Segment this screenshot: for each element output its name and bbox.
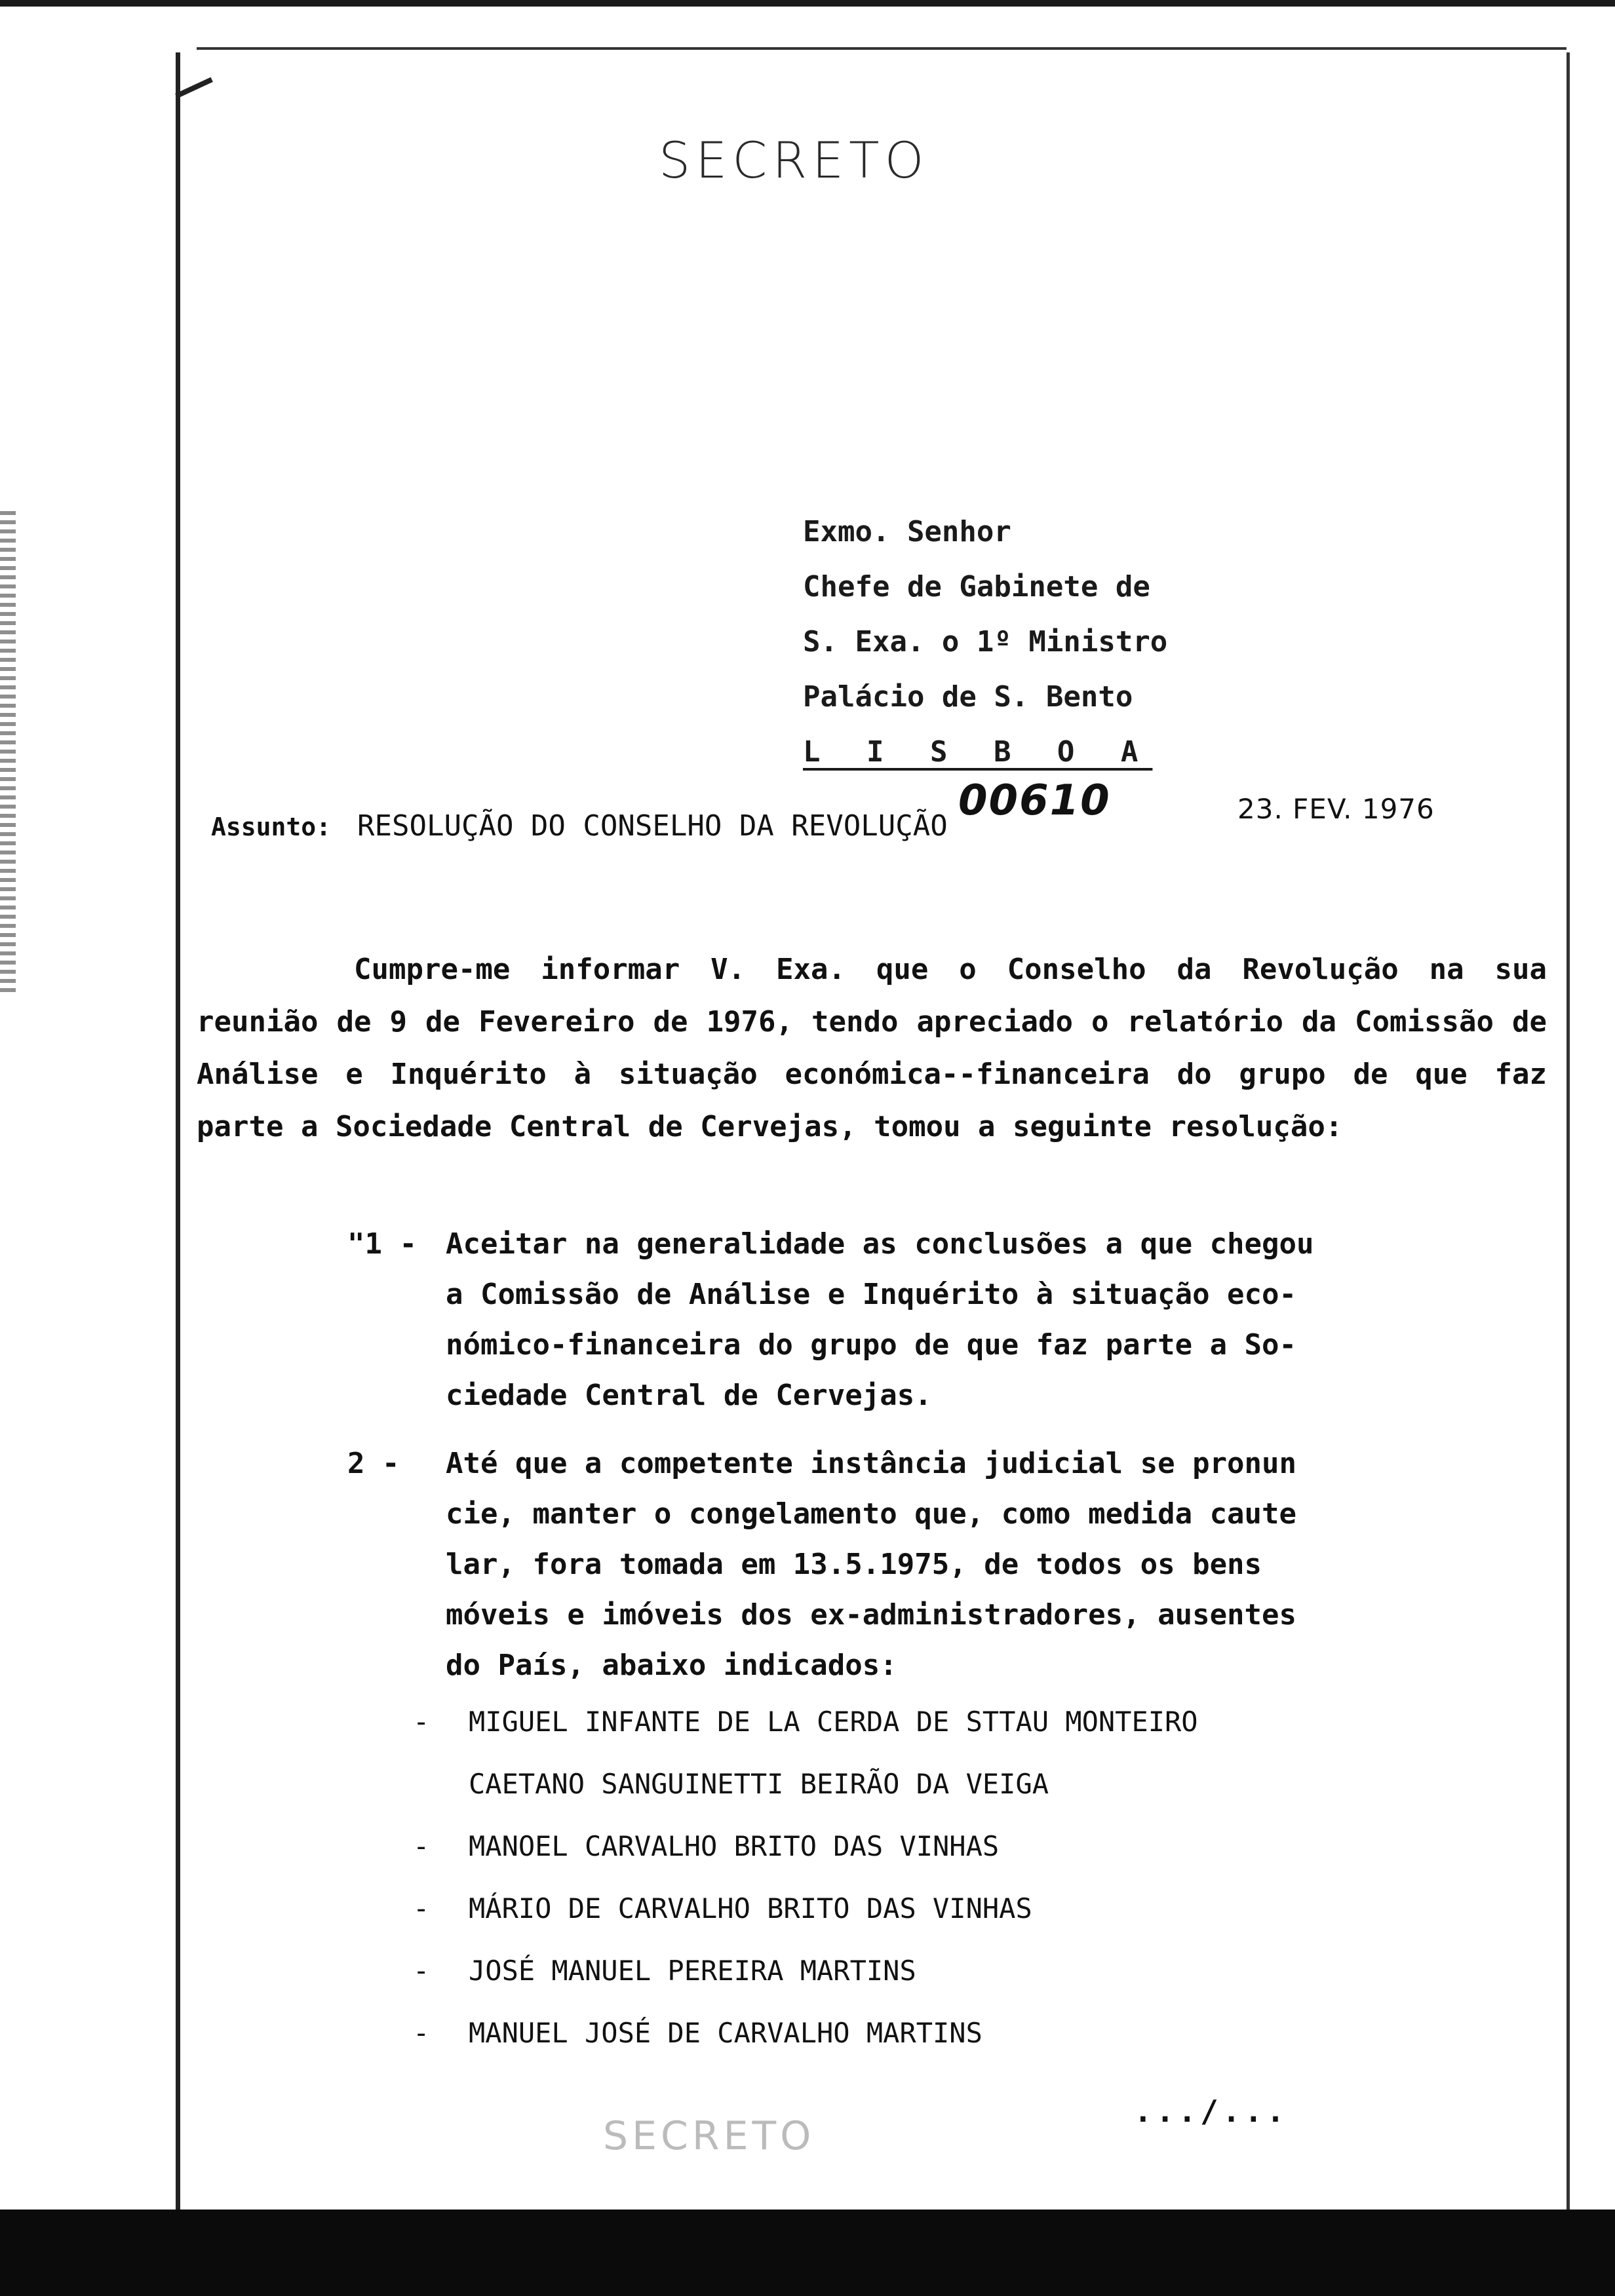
- person-name: MANOEL CARVALHO BRITO DAS VINHAS: [469, 1830, 1000, 1862]
- subject-text: RESOLUÇÃO DO CONSELHO DA REVOLUÇÃO: [357, 809, 948, 843]
- item-line: a Comissão de Análise e Inquérito à situação eco-: [446, 1278, 1297, 1311]
- subject-label: Assunto:: [211, 813, 332, 841]
- margin-mark: [175, 77, 213, 99]
- resolution-item-1: [347, 1219, 1314, 1421]
- address-line: S. Exa. o 1º Ministro: [803, 625, 1168, 659]
- item-line: nómico-financeira do grupo de que faz parte a So-: [446, 1328, 1297, 1362]
- item-number: 2 -: [347, 1447, 400, 1480]
- item-line: Aceitar na generalidade as conclusões a que chegou: [446, 1227, 1314, 1261]
- resolution-item-2: [347, 1438, 1296, 1691]
- address-line: Exmo. Senhor: [803, 515, 1011, 548]
- item-line: cie, manter o congelamento que, como medida caute: [446, 1497, 1297, 1531]
- list-item: - MÁRIO DE CARVALHO BRITO DAS VINHAS: [413, 1892, 1032, 1924]
- body-paragraph: [197, 944, 1547, 1153]
- list-item: - MANOEL CARVALHO BRITO DAS VINHAS: [413, 1830, 1000, 1862]
- item-line: lar, fora tomada em 13.5.1975, de todos os bens: [446, 1548, 1262, 1581]
- person-name: MANUEL JOSÉ DE CARVALHO MARTINS: [469, 2017, 983, 2049]
- continuation-mark: .../...: [1134, 2094, 1289, 2129]
- item-line: ciedade Central de Cervejas.: [446, 1379, 932, 1412]
- scan-edge-bottom: [0, 2210, 1615, 2296]
- scan-edge-top: [0, 0, 1615, 7]
- classification-footer: SECRETO: [603, 2113, 815, 2159]
- person-name: MIGUEL INFANTE DE LA CERDA DE STTAU MONTEIRO: [469, 1706, 1198, 1738]
- list-item: - MANUEL JOSÉ DE CARVALHO MARTINS: [413, 2017, 983, 2049]
- scan-artifact: [0, 511, 16, 996]
- person-name: CAETANO SANGUINETTI BEIRÃO DA VEIGA: [469, 1768, 1049, 1800]
- person-name: MÁRIO DE CARVALHO BRITO DAS VINHAS: [469, 1892, 1032, 1924]
- item-line: móveis e imóveis dos ex-administradores, ausentes: [446, 1598, 1297, 1632]
- page-border-top: [197, 47, 1566, 50]
- page-margin-line: [176, 52, 180, 2228]
- person-name: JOSÉ MANUEL PEREIRA MARTINS: [469, 1955, 916, 1987]
- item-line: do País, abaixo indicados:: [446, 1649, 897, 1682]
- body-text: Cumpre-me informar V. Exa. que o Conselho da Revolução na sua reunião de 9 de Fevereiro de 1976, tendo apreciado o relatório da Comissão de Análise e Inquérito à situação económica--financeira do grupo de que faz parte a Sociedade Central de Cervejas, tomou a seguinte resolução:: [197, 953, 1547, 1143]
- recipient-address: [803, 505, 1167, 780]
- address-line: Chefe de Gabinete de: [803, 570, 1150, 603]
- item-number: "1 -: [347, 1227, 417, 1261]
- list-item: [413, 1753, 1198, 1815]
- classification-header: SECRETO: [659, 131, 929, 189]
- subject-line: [211, 809, 948, 843]
- administrators-list: [413, 1691, 1198, 2064]
- list-item: - MIGUEL INFANTE DE LA CERDA DE STTAU MONTEIRO: [413, 1706, 1198, 1738]
- page-border-right: [1566, 52, 1570, 2215]
- address-city: L I S B O A: [803, 735, 1153, 769]
- item-line: Até que a competente instância judicial se pronun: [446, 1447, 1297, 1480]
- list-item: - JOSÉ MANUEL PEREIRA MARTINS: [413, 1955, 916, 1987]
- address-line: Palácio de S. Bento: [803, 680, 1133, 714]
- document-number: 00610: [958, 776, 1111, 825]
- date-stamp: 23. FEV. 1976: [1237, 793, 1435, 825]
